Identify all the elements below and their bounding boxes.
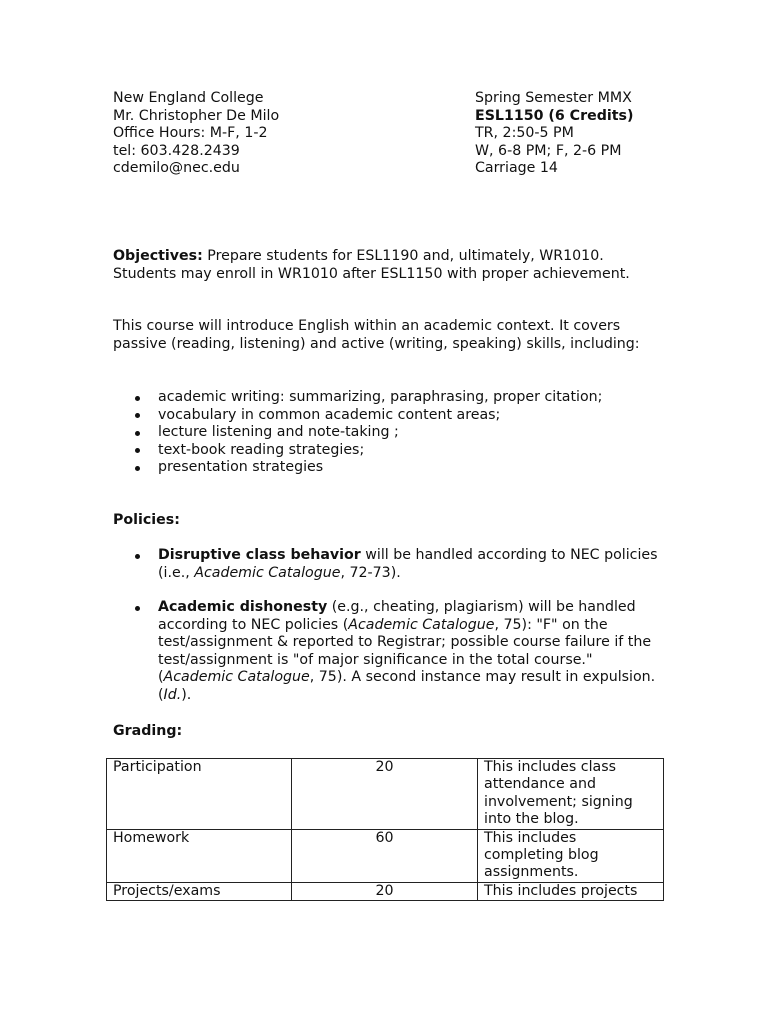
list-item: vocabulary in common academic content areas; bbox=[113, 407, 658, 425]
bullet-dot bbox=[135, 606, 140, 611]
course-code: ESL1150 (6 Credits) bbox=[475, 107, 634, 124]
grading-note: This includes completing blog assignments. bbox=[478, 829, 664, 882]
schedule-line-2: W, 6-8 PM; F, 2-6 PM bbox=[475, 142, 622, 159]
office-hours: Office Hours: M-F, 1-2 bbox=[113, 125, 268, 142]
catalogue-citation: Academic Catalogue bbox=[348, 616, 495, 633]
policy-dishonesty bbox=[113, 599, 658, 705]
objectives-label: Objectives: bbox=[113, 248, 203, 264]
grading-points: 20 bbox=[292, 759, 478, 830]
catalogue-citation: Academic Catalogue bbox=[194, 564, 341, 581]
header-left bbox=[113, 90, 279, 178]
grading-points: 20 bbox=[292, 882, 478, 900]
college-name: New England College bbox=[113, 90, 264, 106]
table-row bbox=[107, 759, 664, 830]
policy-text: , 75). A second instance may result in expulsion. ( bbox=[158, 669, 656, 703]
telephone: tel: 603.428.2439 bbox=[113, 142, 240, 159]
policy-dishonesty-label: Academic dishonesty bbox=[158, 599, 328, 615]
grading-item: Participation bbox=[107, 759, 292, 830]
objectives-text: Prepare students for ESL1190 and, ultimately, WR1010. Students may enroll in WR1010 after ESL1150 with proper achievement. bbox=[113, 248, 630, 282]
bullet-dot bbox=[135, 554, 140, 559]
id-citation: Id. bbox=[163, 686, 182, 703]
list-item: presentation strategies bbox=[113, 459, 658, 477]
grading-heading: Grading: bbox=[113, 723, 183, 739]
grading-note: This includes projects bbox=[478, 882, 664, 900]
grading-item: Projects/exams bbox=[107, 882, 292, 900]
list-item: lecture listening and note-taking ; bbox=[113, 424, 658, 442]
policy-text: , 72-73). bbox=[340, 564, 401, 581]
policies-heading: Policies: bbox=[113, 512, 180, 528]
header-right bbox=[475, 90, 633, 178]
policy-disruptive-label: Disruptive class behavior bbox=[158, 547, 361, 563]
objectives-paragraph bbox=[113, 248, 658, 283]
table-row bbox=[107, 882, 664, 900]
intro-paragraph: This course will introduce English within an academic context. It covers passive (reading, listening) and active (writing, speaking) skills, including: bbox=[113, 318, 640, 352]
policy-text: will be handled according to NEC policies (i.e., bbox=[158, 547, 658, 581]
schedule-line-1: TR, 2:50-5 PM bbox=[475, 125, 574, 142]
policy-text: (e.g., cheating, plagiarism) will be handled according to NEC policies ( bbox=[158, 599, 636, 633]
skills-list bbox=[113, 389, 658, 477]
policy-text: , 75): "F" on the test/assignment & reported to Registrar; possible course failure if the test/assignment is "of major significance in the total course." ( bbox=[158, 616, 652, 686]
catalogue-citation: Academic Catalogue bbox=[163, 669, 310, 686]
grading-note: This includes class attendance and involvement; signing into the blog. bbox=[478, 759, 664, 830]
grading-item: Homework bbox=[107, 829, 292, 882]
policy-disruptive bbox=[113, 547, 658, 582]
list-item: text-book reading strategies; bbox=[113, 442, 658, 460]
grading-points: 60 bbox=[292, 829, 478, 882]
grading-table bbox=[106, 758, 664, 901]
instructor-name: Mr. Christopher De Milo bbox=[113, 107, 280, 124]
email-address: cdemilo@nec.edu bbox=[113, 160, 240, 177]
policy-text: ). bbox=[181, 686, 192, 703]
list-item: academic writing: summarizing, paraphrasing, proper citation; bbox=[113, 389, 658, 407]
semester: Spring Semester MMX bbox=[475, 90, 632, 106]
room-location: Carriage 14 bbox=[475, 160, 558, 177]
table-row bbox=[107, 829, 664, 882]
